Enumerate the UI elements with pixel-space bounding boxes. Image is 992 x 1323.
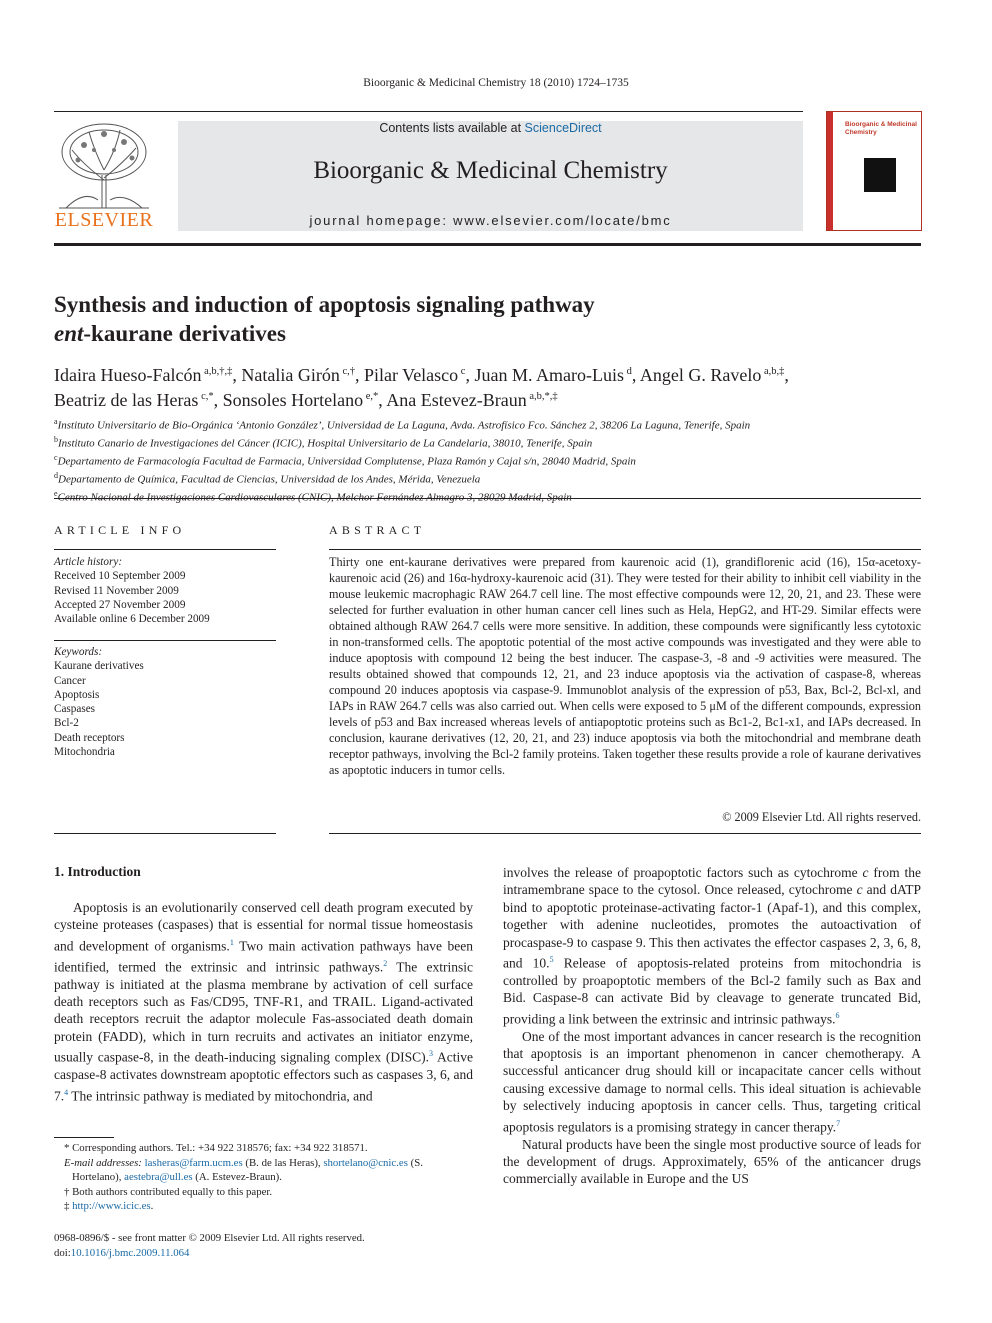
email-1-owner: (B. de las Heras),: [242, 1156, 324, 1169]
title-italic: ent: [54, 321, 84, 346]
affiliation-item: [54, 415, 934, 433]
text-run: The extrinsic pathway is initiated at the plasma membrane by activation of cell surface death receptors such as Fas/CD95, TNF-R1, and TRAIL. Ligand-activated death receptors recruit the adaptor molecule Fas-associated death domain protein (FADD), which in turn recruits and activates an initiator enzyme, usually caspase-8, in the death-inducing signaling complex (DISC).: [54, 959, 474, 1065]
footnote-corresponding: * Corresponding authors. Tel.: +34 922 318576; fax: +34 922 318571.: [64, 1142, 368, 1154]
keywords-heading: Keywords:: [54, 646, 103, 658]
email-label: E-mail addresses:: [64, 1156, 142, 1169]
intro-paragraph-2: [503, 1028, 921, 1136]
author-name[interactable]: Pilar Velasco: [364, 365, 459, 385]
affiliation-text: Instituto Canario de Investigaciones del Cáncer (ICIC), Hospital Universitario de La Candelaria, 38010, Tenerife, Spain: [58, 437, 593, 450]
doi-prefix: doi:: [54, 1246, 71, 1259]
author-separator: ,: [232, 365, 242, 385]
footnotes: [54, 1141, 473, 1214]
text-run: and dATP bind to apoptotic proteinase-activating factor-1 (Apaf-1), and this complex, together with adenine nucleotides, promotes the autoactivation of procaspase-9 to caspase 9. This then activates the effector caspases 2, 3, 6, 8, and 10.: [503, 882, 922, 971]
keywords-rule: [54, 640, 276, 641]
history-list: [54, 569, 276, 626]
affiliations-rule: [54, 498, 921, 499]
author-name[interactable]: Juan M. Amaro-Luis: [474, 365, 624, 385]
history-item: Accepted 27 November 2009: [54, 598, 186, 611]
intro-left-column: [54, 899, 473, 1104]
abstract-copyright: © 2009 Elsevier Ltd. All rights reserved.: [722, 810, 921, 824]
abstract-label: ABSTRACT: [329, 523, 426, 537]
text-run: Active caspase-8 activates downstream apoptotic effectors such as caspases 3, 6, and 7.: [54, 1049, 473, 1104]
author-affiliation-marks: a,b,†,‡: [201, 366, 233, 377]
affiliation-item: [54, 451, 934, 469]
email-2-owner: (S. Hortelano),: [72, 1156, 423, 1183]
intro-paragraph-1-cont: [503, 864, 921, 1028]
author-affiliation-marks: e,*: [363, 391, 379, 402]
article-info: [54, 555, 276, 626]
affiliation-item: [54, 469, 934, 487]
email-link-1[interactable]: lasheras@farm.ucm.es: [144, 1156, 243, 1169]
author-name[interactable]: Sonsoles Hortelano: [222, 390, 364, 410]
keywords-block: [54, 645, 276, 759]
author-separator: ,: [213, 390, 223, 410]
intro-paragraph-1: [54, 899, 473, 1104]
footnote-dagger: † Both authors contributed equally to this paper.: [64, 1185, 273, 1198]
keyword-item: Bcl-2: [54, 717, 79, 730]
text-run: The intrinsic pathway is mediated by mitochondria, and: [68, 1088, 373, 1104]
article-info-label: ARTICLE INFO: [54, 523, 186, 537]
author-name[interactable]: Idaira Hueso-Falcón: [54, 365, 202, 385]
info-bottom-rule: [54, 833, 276, 834]
email-link-2[interactable]: shortelano@cnic.es: [323, 1156, 408, 1169]
email-3-owner: (A. Estevez-Braun).: [192, 1171, 282, 1183]
keyword-item: Kaurane derivatives: [54, 660, 144, 673]
title-line-1: Synthesis and induction of apoptosis signaling pathway: [54, 292, 595, 317]
affiliation-mark: e: [54, 488, 58, 498]
author-affiliation-marks: a,b,*,‡: [526, 391, 558, 402]
affiliation-mark: c: [54, 452, 58, 462]
reference-link[interactable]: 2: [383, 958, 388, 968]
affiliation-item: [54, 487, 934, 505]
reference-link[interactable]: 4: [64, 1087, 69, 1097]
text-run: Release of apoptosis-related proteins from mitochondria is controlled by proapoptotic members of the Bcl-2 family such as Bax and Bid. Caspase-8 can activate Bid by cleavage to generate truncated Bid, providing a link between the extrinsic and intrinsic pathways.: [503, 955, 921, 1027]
reference-link[interactable]: 3: [429, 1049, 434, 1059]
journal-homepage[interactable]: journal homepage: www.elsevier.com/locate/bmc: [309, 213, 672, 228]
author-affiliation-marks: c,*: [198, 391, 214, 402]
issn-doi-block: [54, 1231, 473, 1260]
keyword-item: Caspases: [54, 703, 96, 716]
footnote-double-dagger: ‡ http://www.icic.es.: [64, 1200, 154, 1212]
keyword-list: [54, 659, 276, 759]
footnote-emails: [54, 1156, 473, 1185]
reference-link[interactable]: 7: [836, 1118, 841, 1128]
corresponding-text: Corresponding authors. Tel.: +34 922 318576; fax: +34 922 318571.: [72, 1142, 368, 1154]
affiliation-text: Instituto Universitario de Bio-Orgánica ‘Antonio González’, Universidad de La Laguna, Avda. Astrofísico Fco. Sánchez 2, 38206 La Laguna, Tenerife, Spain: [57, 419, 751, 432]
contents-prefix: Contents lists available at: [379, 121, 525, 135]
author-affiliation-marks: c: [458, 366, 466, 377]
issn-line: 0968-0896/$ - see front matter © 2009 Elsevier Ltd. All rights reserved.: [54, 1232, 365, 1244]
italic-run: c: [856, 882, 863, 898]
affiliation-list: [54, 415, 934, 505]
introduction-heading: 1. Introduction: [54, 864, 141, 879]
keyword-item: Death receptors: [54, 731, 125, 744]
history-item: Available online 6 December 2009: [54, 613, 210, 626]
affiliation-text: Departamento de Química, Facultad de Ciencias, Universidad de los Andes, Mérida, Venezuela: [58, 473, 481, 486]
reference-link[interactable]: 5: [549, 955, 554, 965]
affiliation-mark: d: [54, 470, 58, 480]
reference-link[interactable]: 1: [229, 937, 234, 947]
article-info-rule: [54, 549, 276, 550]
history-item: Revised 11 November 2009: [54, 584, 179, 597]
intro-paragraph-3: [503, 1136, 921, 1188]
affiliation-text: Departamento de Farmacología Facultad de Farmacia, Universidad Complutense, Plaza Ramón y Cajal s/n, 28040 Madrid, Spain: [57, 455, 636, 468]
author-separator: ,: [378, 390, 387, 410]
doi-line: [54, 1246, 473, 1261]
reference-link[interactable]: 6: [835, 1010, 840, 1020]
affiliation-item: [54, 433, 934, 451]
author-affiliation-marks: d: [623, 366, 632, 377]
abstract-text: Thirty one ent-kaurane derivatives were prepared from kaurenoic acid (1), grandiflorenic acid (16), 15α-acetoxy-kaurenoic acid (26) and 16α-hydroxy-kaurenoic acid (31). They were tested for their ability to inhibit cell viability in the mouse leukemic macrophagic RAW 264.7 cell line. The most effective compounds were 12, 20, 21, and 23. These were selected for further evaluation in other human cancer cell lines such as Hela, HepG2, and HT-29. Similar effects were obtained although RAW 264.7 cells were more sensitive. In addition, these compounds were significantly less cytotoxic in non-transformed cells. The apoptotic potential of the most active compounds was investigated and they were able to induce apoptosis with compound 12 being the best inducer. The caspase-3, -8 and -9 activities were measured. The results obtained showed that compounds 12, 21, and 23 induce apoptosis via the activation of caspase-8, whereas compound 20 induces apoptosis via caspase-9. Immunoblot analysis of the expression of p53, Bax, Bcl-2, Bcl-xl, and IAPs in RAW 264.7 cells was also carried out. When cells were exposed to 5 μM of the different compounds, expression levels of p53 and Bax increased whereas levels of antiapoptotic proteins such as Bc1-2, Bc1-x1, and IAPs decreased. In conclusion, kaurane derivatives (12, 20, 21, and 23) induce apoptosis via both the mitochondrial and membrane death receptor pathways, involving the Bcl-2 family proteins. Taken together these results provide a role of kaurane derivatives as apoptotic inducers in tumor cells.: [329, 555, 921, 777]
journal-cover-thumbnail[interactable]: [826, 111, 922, 231]
journal-name: Bioorganic & Medicinal Chemistry: [313, 157, 668, 184]
text-run: Two main activation pathways have been identified, termed the extrinsic and intrinsic pathways.: [54, 938, 473, 975]
dagger-text: Both authors contributed equally to this paper.: [72, 1185, 273, 1198]
author-separator: ,: [784, 365, 789, 385]
elsevier-tree-icon: [54, 120, 154, 210]
journal-citation: Bioorganic & Medicinal Chemistry 18 (2010) 1724–1735: [363, 77, 629, 89]
keyword-item: Mitochondria: [54, 746, 115, 759]
italic-run: c: [862, 865, 869, 880]
cover-image: [864, 158, 896, 192]
author-name[interactable]: Natalia Girón: [241, 365, 340, 385]
author-separator: ,: [355, 365, 365, 385]
text-run: from the intramembrane space to the cytosol. Once released, cytochrome: [503, 865, 921, 898]
title-rest: -kaurane derivatives: [83, 321, 286, 346]
sciencedirect-link[interactable]: ScienceDirect: [524, 121, 602, 135]
author-separator: ,: [631, 365, 640, 385]
abstract-top-rule: [329, 549, 921, 550]
author-name[interactable]: Ana Estevez-Braun: [386, 390, 527, 410]
contents-availability: [178, 121, 803, 135]
author-affiliation-marks: c,†: [339, 366, 356, 377]
text-run: involves the release of proapoptotic factors such as cytochrome: [503, 865, 863, 880]
text-run: Apoptosis is an evolutionarily conserved cell death program executed by cysteine proteases (caspases) that is essential for normal tissue homeostasis and development of organisms.: [54, 900, 473, 954]
text-run: One of the most important advances in cancer research is the recognition that apoptosis is an important phenomenon in cancer chemotherapy. A successful anticancer drug should kill or incapacitate cancer cells without causing excessive damage to normal cells. This ideal situation is achievable by selectively inducing apoptosis in cancer cells. Thus, targeting critical apoptosis regulators is a promising strategy in cancer therapy.: [503, 1028, 921, 1135]
keyword-item: Cancer: [54, 674, 86, 687]
elsevier-logo[interactable]: [54, 120, 154, 232]
icic-link[interactable]: http://www.icic.es: [72, 1200, 151, 1212]
history-item: Received 10 September 2009: [54, 570, 186, 583]
header-top-rule: [54, 111, 803, 112]
email-link-3[interactable]: aestebra@ull.es: [124, 1171, 193, 1183]
author-name[interactable]: Angel G. Ravelo: [639, 365, 762, 385]
footnote-rule: [54, 1137, 114, 1138]
author-affiliation-marks: a,b,‡: [761, 366, 785, 377]
keyword-item: Apoptosis: [54, 688, 100, 701]
author-name[interactable]: Beatriz de las Heras: [54, 390, 199, 410]
affiliation-mark: b: [54, 434, 58, 444]
intro-right-column: [503, 864, 921, 1188]
cover-side-bar: [827, 112, 833, 230]
title-line-2: [54, 321, 286, 346]
text-run: Natural products have been the single most productive source of leads for the development of drugs. Approximately, 65% of the anticancer drugs commercially available in Europe and the US: [503, 1136, 921, 1187]
doi-link[interactable]: 10.1016/j.bmc.2009.11.064: [70, 1246, 190, 1259]
article-title: [54, 290, 754, 348]
author-separator: ,: [465, 365, 475, 385]
history-heading: Article history:: [54, 556, 123, 568]
abstract-bottom-rule: [329, 833, 921, 834]
author-list: [54, 361, 934, 411]
elsevier-wordmark: ELSEVIER: [54, 209, 154, 231]
header-bottom-rule: [54, 243, 921, 246]
affiliation-mark: a: [54, 417, 58, 426]
cover-title: Bioorganic & Medicinal Chemistry: [845, 121, 917, 136]
icic-link-end: .: [150, 1200, 154, 1212]
